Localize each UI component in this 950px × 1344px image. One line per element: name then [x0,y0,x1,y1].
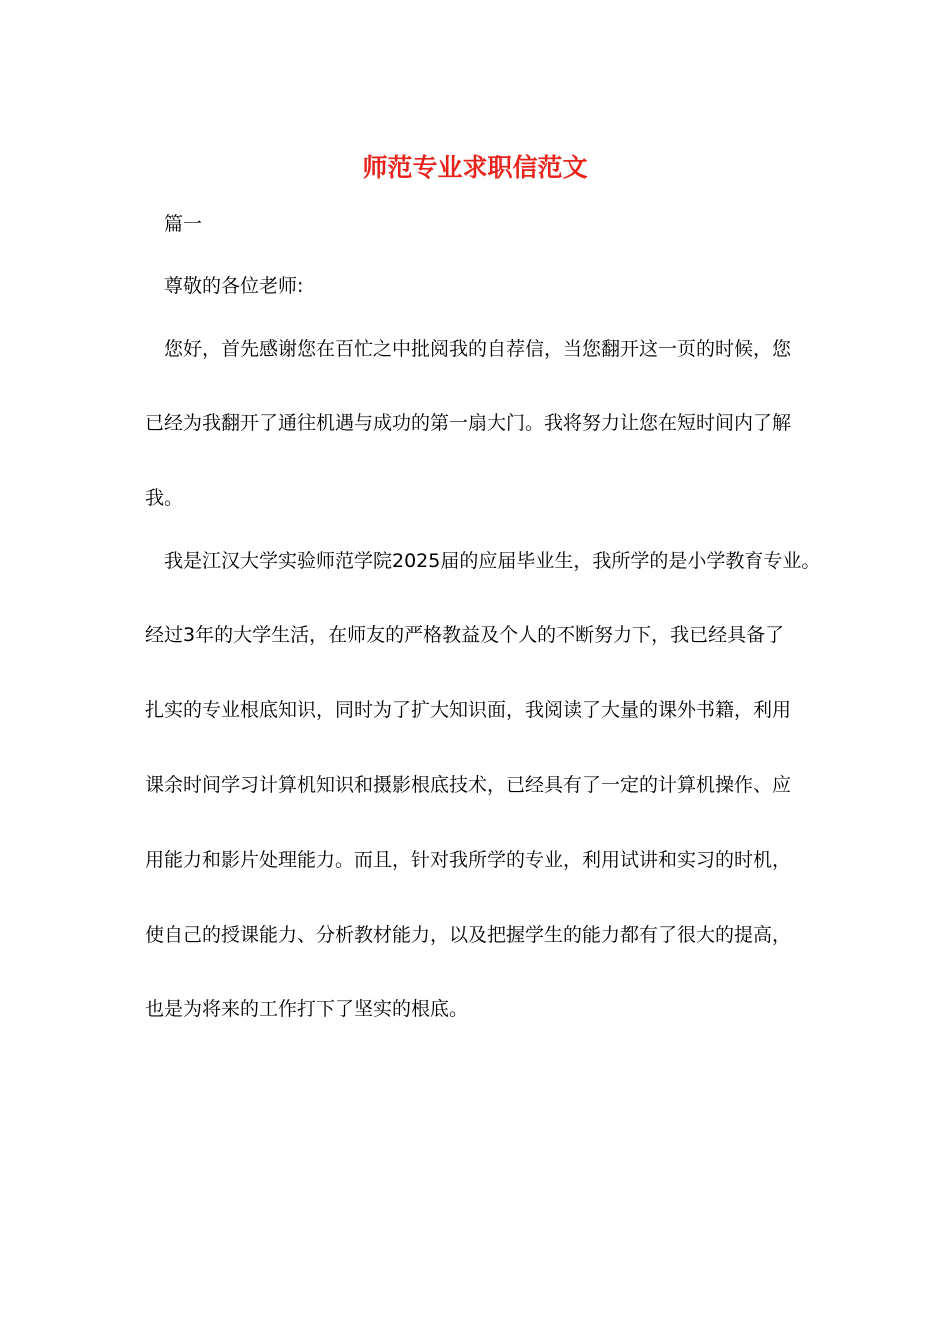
body-line: 用能力和影片处理能力。而且，针对我所学的专业，利用试讲和实习的时机， [145,849,792,871]
salutation: 尊敬的各位老师: [164,275,304,297]
body-line: 扎实的专业根底知识，同时为了扩大知识面，我阅读了大量的课外书籍，利用 [145,699,792,721]
body-line: 经过3年的大学生活，在师友的严格教益及个人的不断努力下，我已经具备了 [145,624,785,646]
body-line: 已经为我翻开了通往机遇与成功的第一扇大门。我将努力让您在短时间内了解 [145,412,792,434]
body-line: 我。 [145,487,184,509]
document-title: 师范专业求职信范文 [362,153,588,182]
body-line: 我是江汉大学实验师范学院2025届的应届毕业生，我所学的是小学教育专业。 [164,550,821,572]
body-line: 也是为将来的工作打下了坚实的根底。 [145,998,469,1020]
body-line: 您好，首先感谢您在百忙之中批阅我的自荐信，当您翻开这一页的时候，您 [164,338,792,360]
body-line: 使自己的授课能力、分析教材能力，以及把握学生的能力都有了很大的提高， [145,924,792,946]
body-line: 课余时间学习计算机知识和摄影根底技术，已经具有了一定的计算机操作、应 [145,774,792,796]
section-label: 篇一 [164,213,203,235]
